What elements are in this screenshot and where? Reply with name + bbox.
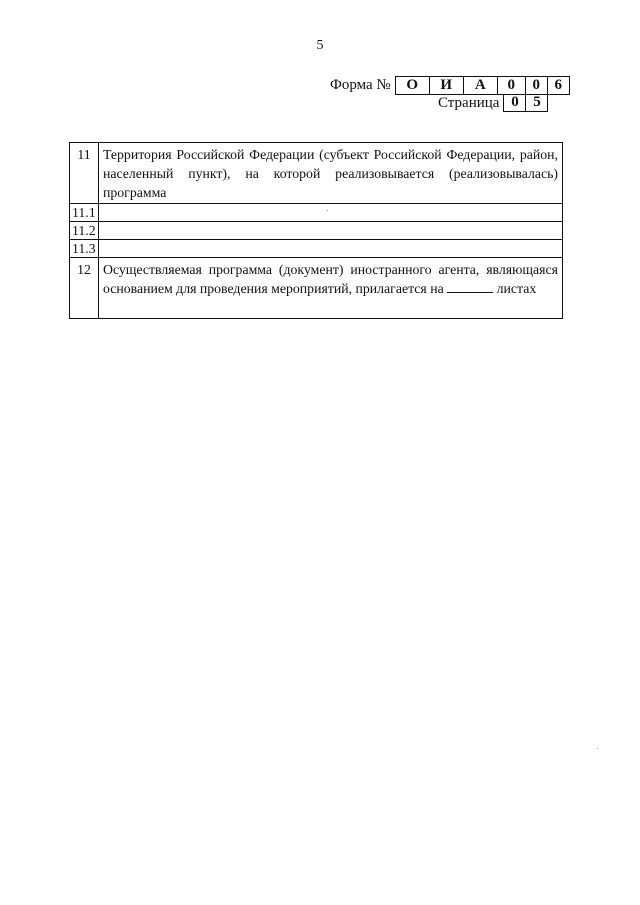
- page-indicator-row: [438, 94, 548, 112]
- page-digit-boxes: [503, 94, 548, 112]
- row-number: 12: [70, 258, 99, 319]
- row-entry-field[interactable]: [99, 222, 563, 240]
- row-number: 11.1: [70, 204, 99, 222]
- row-entry-field[interactable]: [99, 204, 563, 222]
- row-number: 11.3: [70, 240, 99, 258]
- table-row: [70, 222, 563, 240]
- table-row: [70, 258, 563, 319]
- row-number: 11: [70, 143, 99, 204]
- row-entry-field[interactable]: [99, 240, 563, 258]
- table-row: [70, 143, 563, 204]
- page-digit: 0: [504, 94, 526, 112]
- row-text-before: Осуществляемая программа (документ) иностранного агента, являющаяся основанием для проведения мероприятий, прилагается на: [103, 262, 558, 296]
- table-row: [70, 240, 563, 258]
- row-number: 11.2: [70, 222, 99, 240]
- scan-speck: [597, 748, 598, 749]
- page-label: Страница: [438, 94, 500, 111]
- form-code-char: 0: [526, 77, 548, 95]
- form-code-char: 0: [498, 77, 526, 95]
- form-code-char: А: [464, 77, 498, 95]
- sheet-count-blank[interactable]: [447, 281, 493, 293]
- form-code-boxes: [395, 76, 570, 95]
- form-code-char: И: [430, 77, 464, 95]
- page-number: 5: [316, 38, 324, 53]
- form-code-char: 6: [548, 77, 570, 95]
- form-number-label: Форма №: [330, 77, 391, 93]
- form-number-row: [330, 76, 570, 95]
- row-text-after: листах: [496, 281, 537, 296]
- table-row: [70, 204, 563, 222]
- page-digit: 5: [526, 94, 548, 112]
- row-text: Территория Российской Федерации (субъект Российской Федерации, район, населенный пункт), на которой реализовывается (реализовывалась) программа: [99, 143, 563, 204]
- form-code-char: О: [396, 77, 430, 95]
- scan-speck: [327, 210, 328, 211]
- form-table: [69, 142, 563, 319]
- row-text: [99, 258, 563, 319]
